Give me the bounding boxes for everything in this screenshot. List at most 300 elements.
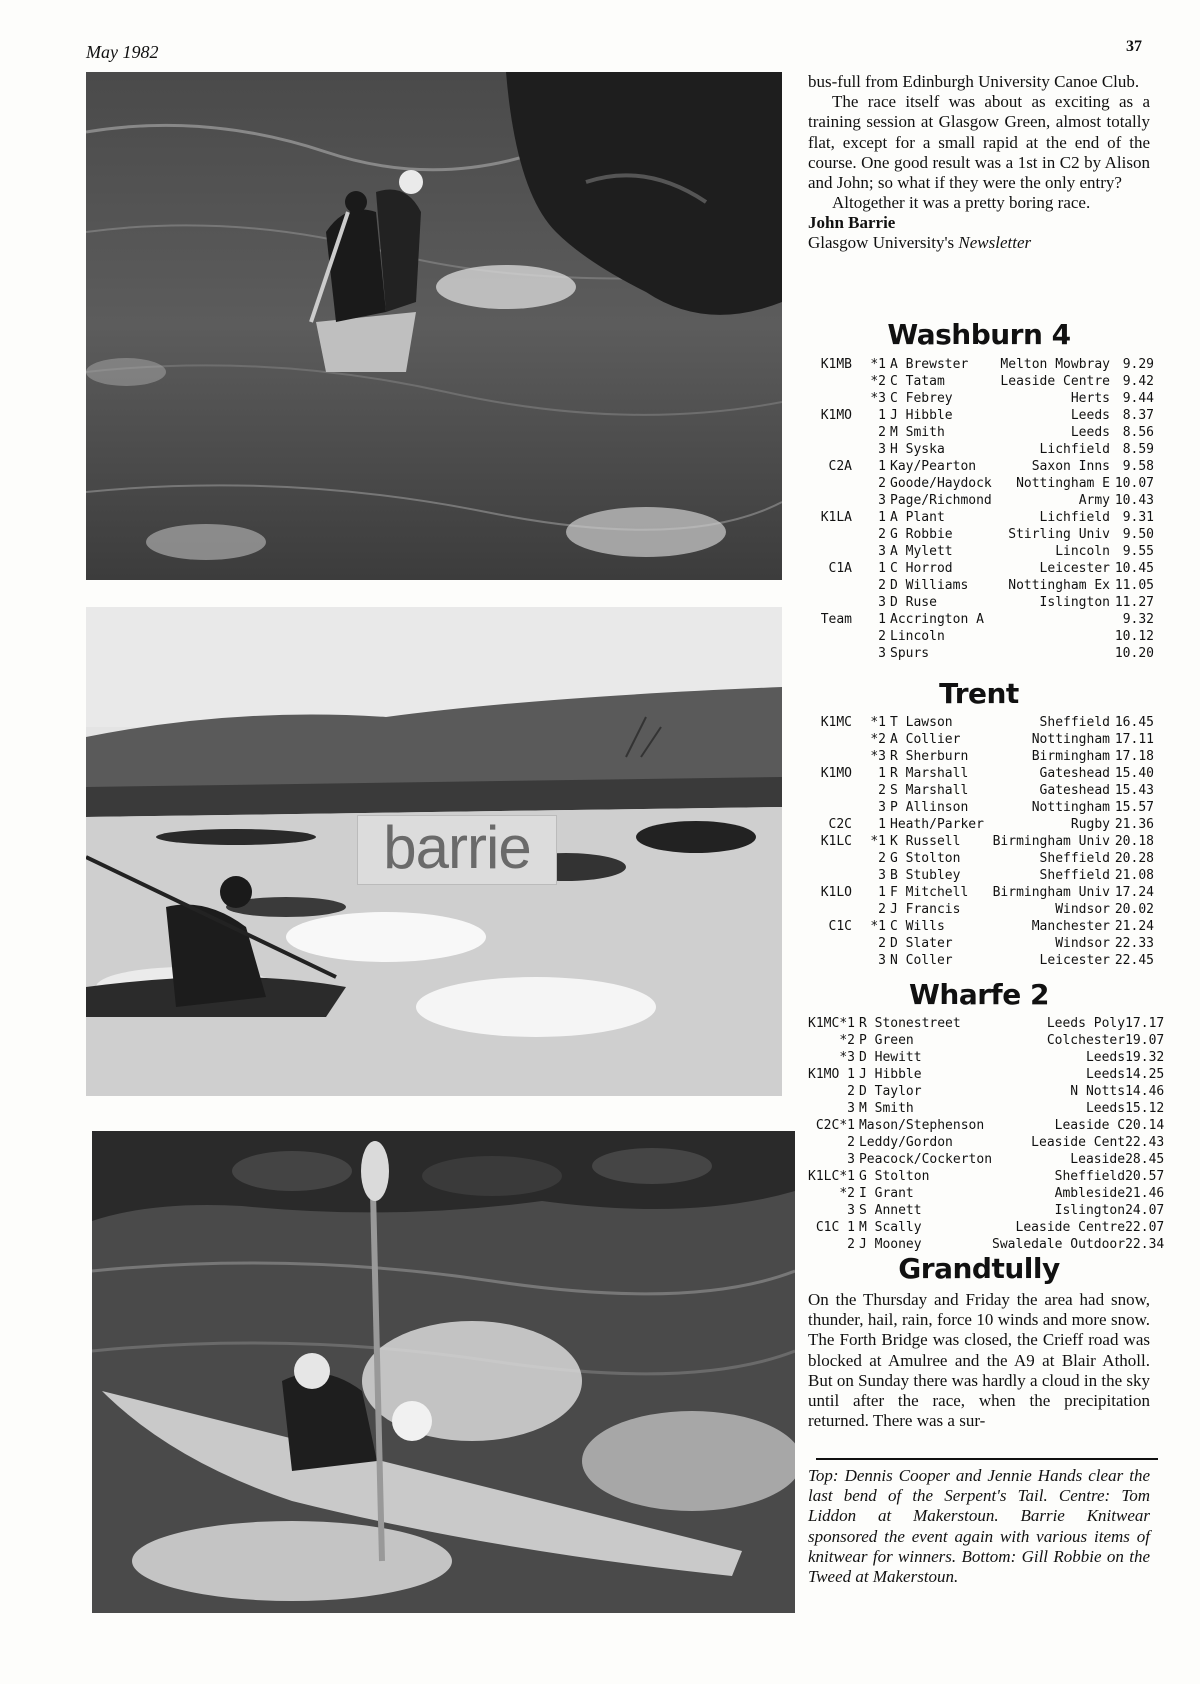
- result-name: A Collier: [890, 732, 961, 747]
- grandtully-paragraph: On the Thursday and Friday the area had snow, thunder, hail, rain, force 10 winds and more snow. The Forth Bridge was closed, the Crieff road was blocked at Amulree and the A9 at Blair Atholl. But on Sunday there was hardly a cloud in the sky until after the race, when the precipitation returned. There was a sur-: [808, 1290, 1150, 1431]
- photo-kayak-tweed: [92, 1131, 795, 1613]
- result-class: C2C: [828, 817, 852, 832]
- result-row: [808, 799, 1154, 816]
- result-row: [808, 816, 1154, 833]
- result-time: 21.24: [1114, 919, 1154, 934]
- result-class: C1C: [828, 919, 852, 934]
- result-row: [808, 1236, 1164, 1253]
- result-name: Mason/Stephenson: [858, 1118, 985, 1133]
- result-name: M Smith: [890, 425, 945, 440]
- result-class: [808, 1100, 839, 1117]
- result-position: 3: [847, 1101, 855, 1116]
- result-name: R Stonestreet: [858, 1016, 961, 1031]
- result-name: G Robbie: [890, 527, 953, 542]
- caption-divider: [816, 1458, 1158, 1460]
- grandtully-body: [808, 1290, 1150, 1431]
- result-name: A Plant: [890, 510, 945, 525]
- result-club: Leaside Centre: [1015, 1220, 1126, 1235]
- result-row: [808, 918, 1154, 935]
- result-class: [808, 1151, 839, 1168]
- result-name: Lincoln: [890, 629, 945, 644]
- result-club: Rugby: [1070, 817, 1110, 832]
- result-name: A Mylett: [890, 544, 953, 559]
- result-time: 10.20: [1114, 646, 1154, 661]
- result-time: 20.02: [1114, 902, 1154, 917]
- result-row: [808, 867, 1154, 884]
- result-class: [808, 441, 852, 458]
- result-position: 3: [878, 953, 886, 968]
- intro-paragraph-3: Altogether it was a pretty boring race.: [832, 193, 1091, 213]
- result-club: Leeds Poly: [1046, 1016, 1126, 1031]
- source-newsletter: Newsletter: [958, 233, 1032, 253]
- results-table-trent: [808, 714, 1154, 969]
- result-row: [808, 782, 1154, 799]
- result-class: [808, 935, 852, 952]
- result-class: [808, 543, 852, 560]
- result-time: 17.24: [1114, 885, 1154, 900]
- result-club: Islington: [1039, 595, 1110, 610]
- result-name: F Mitchell: [890, 885, 969, 900]
- result-class: C1C: [815, 1220, 840, 1235]
- result-time: 17.17: [1125, 1016, 1165, 1031]
- result-row: [808, 611, 1154, 628]
- result-time: 8.59: [1122, 442, 1154, 457]
- result-club: Windsor: [1055, 936, 1110, 951]
- result-position: 3: [878, 595, 886, 610]
- result-name: M Scally: [858, 1220, 922, 1235]
- result-club: Leeds: [1085, 1067, 1126, 1082]
- result-time: 14.25: [1125, 1067, 1165, 1082]
- result-position: 3: [878, 544, 886, 559]
- result-time: 20.57: [1125, 1169, 1165, 1184]
- photo-caption: Top: Dennis Cooper and Jennie Hands clear the last bend of the Serpent's Tail. Centre: Tom Liddon at Makerstoun. Barrie Knitwear sponsored the event again with various items of knitwear for winners. Bottom: Gill Robbie on the Tweed at Makerstoun.: [808, 1466, 1150, 1587]
- result-name: Goode/Haydock: [890, 476, 992, 491]
- result-position: 2: [878, 783, 886, 798]
- result-name: J Mooney: [858, 1237, 922, 1252]
- result-class: [808, 1236, 839, 1253]
- result-club: Lichfield: [1039, 442, 1110, 457]
- result-row: [808, 884, 1154, 901]
- result-row: [808, 1100, 1164, 1117]
- result-club: Herts: [1070, 391, 1110, 406]
- result-time: 15.40: [1114, 766, 1154, 781]
- result-time: 9.50: [1122, 527, 1154, 542]
- result-class: [808, 577, 852, 594]
- result-position: *2: [870, 374, 886, 389]
- result-time: 9.29: [1122, 357, 1154, 372]
- result-name: T Lawson: [890, 715, 953, 730]
- result-time: 22.43: [1125, 1135, 1165, 1150]
- result-position: *2: [839, 1186, 855, 1201]
- result-row: [808, 407, 1154, 424]
- result-row: [808, 1117, 1164, 1134]
- result-time: 15.12: [1125, 1101, 1165, 1116]
- result-time: 9.42: [1122, 374, 1154, 389]
- result-club: Sheffield: [1054, 1169, 1126, 1184]
- results-table-washburn: [808, 356, 1154, 662]
- result-club: Nottingham: [1031, 800, 1110, 815]
- result-name: R Sherburn: [890, 749, 969, 764]
- result-row: [808, 356, 1154, 373]
- result-club: Leicester: [1039, 953, 1110, 968]
- result-row: [808, 952, 1154, 969]
- result-club: Stirling Univ: [1008, 527, 1110, 542]
- result-class: [808, 424, 852, 441]
- result-class: [808, 526, 852, 543]
- result-row: [808, 509, 1154, 526]
- result-name: Heath/Parker: [890, 817, 984, 832]
- result-club: Birmingham Univ: [992, 834, 1110, 849]
- result-time: 22.34: [1125, 1237, 1165, 1252]
- result-time: 11.05: [1114, 578, 1154, 593]
- result-time: 22.33: [1114, 936, 1154, 951]
- result-name: D Williams: [890, 578, 969, 593]
- result-time: 21.08: [1114, 868, 1154, 883]
- result-class: [808, 390, 852, 407]
- result-position: 2: [878, 527, 886, 542]
- result-class: [808, 1134, 839, 1151]
- result-club: Islington: [1054, 1203, 1126, 1218]
- result-name: S Marshall: [890, 783, 969, 798]
- result-class: [808, 373, 852, 390]
- result-club: Saxon Inns: [1031, 459, 1110, 474]
- result-class: [808, 628, 852, 645]
- result-club: Leeds: [1085, 1050, 1126, 1065]
- result-row: [808, 526, 1154, 543]
- result-club: [996, 628, 1110, 645]
- result-row: [808, 594, 1154, 611]
- result-name: Accrington A: [890, 612, 984, 627]
- result-row: [808, 1219, 1164, 1236]
- result-row: [808, 901, 1154, 918]
- result-name: C Wills: [890, 919, 945, 934]
- result-row: [808, 373, 1154, 390]
- result-name: N Coller: [890, 953, 953, 968]
- result-time: 9.31: [1122, 510, 1154, 525]
- result-club: Army: [1078, 493, 1110, 508]
- result-time: 9.32: [1122, 612, 1154, 627]
- intro-paragraph-1: bus-full from Edinburgh University Canoe Club.: [808, 72, 1140, 91]
- result-name: M Smith: [858, 1101, 914, 1116]
- result-name: D Slater: [890, 936, 953, 951]
- result-club: Leicester: [1039, 561, 1110, 576]
- intro-text: [808, 72, 1150, 253]
- result-name: A Brewster: [890, 357, 969, 372]
- result-club: Sheffield: [1039, 715, 1110, 730]
- result-position: 2: [878, 936, 886, 951]
- result-name: G Stolton: [890, 851, 961, 866]
- result-time: 14.46: [1125, 1084, 1165, 1099]
- result-club: Leeds: [1070, 425, 1110, 440]
- result-name: D Hewitt: [858, 1050, 922, 1065]
- result-club: Swaledale Outdoor: [992, 1237, 1126, 1252]
- result-club: Leeds: [1070, 408, 1110, 423]
- result-club: Colchester: [1046, 1033, 1126, 1048]
- result-position: *1: [839, 1016, 855, 1031]
- result-position: 2: [878, 851, 886, 866]
- result-row: [808, 543, 1154, 560]
- result-club: Melton Mowbray: [1000, 357, 1110, 372]
- intro-paragraph-2: The race itself was about as exciting as a training session at Glasgow Green, almost totally flat, except for a small rapid at the end of the course. One good result was a 1st in C2 by Alison and John; so what if they were the only entry?: [808, 92, 1150, 193]
- heading-washburn: Washburn 4: [887, 318, 1071, 351]
- result-row: [808, 390, 1154, 407]
- result-club: Gateshead: [1039, 766, 1110, 781]
- result-position: *1: [870, 834, 886, 849]
- result-row: [808, 935, 1154, 952]
- result-club: Birmingham: [1031, 749, 1110, 764]
- heading-wharfe: Wharfe 2: [909, 978, 1049, 1011]
- result-name: C Horrod: [890, 561, 953, 576]
- photo-caption-block: [808, 1466, 1150, 1587]
- result-club: Leaside C: [1054, 1118, 1126, 1133]
- result-position: 2: [847, 1084, 855, 1099]
- result-row: [808, 441, 1154, 458]
- result-name: J Francis: [890, 902, 961, 917]
- result-position: *1: [870, 357, 886, 372]
- result-name: S Annett: [858, 1203, 922, 1218]
- result-row: [808, 714, 1154, 731]
- result-row: [808, 577, 1154, 594]
- result-row: [808, 628, 1154, 645]
- result-club: Leaside Centre: [1000, 374, 1110, 389]
- result-class: [808, 1032, 839, 1049]
- result-club: Birmingham Univ: [992, 885, 1110, 900]
- result-position: 3: [847, 1203, 855, 1218]
- heading-trent: Trent: [939, 677, 1019, 710]
- result-club: [996, 645, 1110, 662]
- result-class: C1A: [828, 561, 852, 576]
- result-name: J Hibble: [858, 1067, 922, 1082]
- result-class: [808, 1049, 839, 1066]
- result-class: C2A: [828, 459, 852, 474]
- running-header-date: May 1982: [86, 42, 159, 62]
- result-name: P Green: [858, 1033, 914, 1048]
- result-time: 20.28: [1114, 851, 1154, 866]
- result-position: 1: [878, 885, 886, 900]
- result-position: 3: [878, 868, 886, 883]
- result-position: *2: [839, 1033, 855, 1048]
- result-row: [808, 1032, 1164, 1049]
- result-name: Peacock/Cockerton: [858, 1152, 993, 1167]
- result-class: K1MO: [808, 1067, 840, 1082]
- result-name: D Ruse: [890, 595, 937, 610]
- result-club: Manchester: [1031, 919, 1110, 934]
- result-row: [808, 458, 1154, 475]
- result-time: 19.07: [1125, 1033, 1165, 1048]
- result-time: 22.45: [1114, 953, 1154, 968]
- result-class: K1LO: [820, 885, 852, 900]
- result-row: [808, 1066, 1164, 1083]
- result-position: 2: [878, 425, 886, 440]
- result-club: Sheffield: [1039, 868, 1110, 883]
- result-position: 2: [847, 1135, 855, 1150]
- result-position: *3: [839, 1050, 855, 1065]
- result-class: [808, 475, 852, 492]
- result-class: [808, 731, 852, 748]
- result-time: 28.45: [1125, 1152, 1165, 1167]
- result-club: Nottingham E: [1016, 476, 1110, 491]
- result-position: 3: [878, 493, 886, 508]
- result-time: 9.58: [1122, 459, 1154, 474]
- result-row: [808, 424, 1154, 441]
- result-time: 16.45: [1114, 715, 1154, 730]
- result-position: 1: [878, 408, 886, 423]
- result-name: H Syska: [890, 442, 945, 457]
- result-class: [808, 492, 852, 509]
- result-name: R Marshall: [890, 766, 969, 781]
- result-position: 3: [878, 646, 886, 661]
- result-position: 2: [878, 578, 886, 593]
- result-position: 1: [878, 817, 886, 832]
- result-club: Leeds: [1085, 1101, 1126, 1116]
- result-club: Lincoln: [1055, 544, 1110, 559]
- result-name: B Stubley: [890, 868, 961, 883]
- result-name: C Tatam: [890, 374, 945, 389]
- result-class: [808, 645, 852, 662]
- result-row: [808, 1134, 1164, 1151]
- result-name: J Hibble: [890, 408, 953, 423]
- result-time: 9.55: [1122, 544, 1154, 559]
- result-position: *2: [870, 732, 886, 747]
- result-row: [808, 645, 1154, 662]
- result-club: Nottingham Ex: [1008, 578, 1110, 593]
- barrie-sign: barrie: [357, 815, 557, 885]
- result-class: [808, 748, 852, 765]
- result-row: [808, 765, 1154, 782]
- result-position: 2: [878, 476, 886, 491]
- result-class: K1MO: [820, 766, 852, 781]
- result-position: 3: [878, 800, 886, 815]
- result-position: 2: [847, 1237, 855, 1252]
- result-name: I Grant: [858, 1186, 914, 1201]
- result-class: [808, 1185, 839, 1202]
- result-name: Page/Richmond: [890, 493, 992, 508]
- result-row: [808, 1185, 1164, 1202]
- result-time: 8.56: [1122, 425, 1154, 440]
- result-row: [808, 1049, 1164, 1066]
- result-name: Leddy/Gordon: [858, 1135, 953, 1150]
- result-class: [808, 799, 852, 816]
- result-club: Leaside Cent: [1031, 1135, 1126, 1150]
- result-time: 10.43: [1114, 493, 1154, 508]
- result-time: 19.32: [1125, 1050, 1165, 1065]
- result-class: [808, 952, 852, 969]
- result-class: K1MC: [820, 715, 852, 730]
- source-credit: [808, 233, 1150, 253]
- result-club: Windsor: [1055, 902, 1110, 917]
- result-name: C Febrey: [890, 391, 953, 406]
- result-position: *1: [839, 1169, 855, 1184]
- result-position: *1: [870, 715, 886, 730]
- result-position: 1: [847, 1220, 855, 1235]
- result-position: 3: [878, 442, 886, 457]
- result-class: K1LC: [808, 1169, 840, 1184]
- result-class: K1MC: [808, 1016, 840, 1031]
- heading-grandtully: Grandtully: [898, 1252, 1060, 1285]
- result-time: 15.43: [1114, 783, 1154, 798]
- result-time: 11.27: [1114, 595, 1154, 610]
- result-club: N Notts: [1070, 1084, 1126, 1099]
- result-class: [808, 1083, 839, 1100]
- result-time: 17.11: [1114, 732, 1154, 747]
- result-row: [808, 1202, 1164, 1219]
- result-row: [808, 492, 1154, 509]
- result-time: 21.36: [1114, 817, 1154, 832]
- source-prefix: Glasgow University's: [808, 233, 959, 253]
- result-position: 1: [847, 1067, 855, 1082]
- result-time: 24.07: [1125, 1203, 1165, 1218]
- result-club: Nottingham: [1031, 732, 1110, 747]
- result-club: Leaside: [1070, 1152, 1126, 1167]
- result-class: [808, 1202, 839, 1219]
- result-row: [808, 850, 1154, 867]
- author-name: John Barrie: [808, 213, 896, 233]
- result-row: [808, 731, 1154, 748]
- result-position: *3: [870, 391, 886, 406]
- result-row: [808, 560, 1154, 577]
- result-row: [808, 1083, 1164, 1100]
- result-row: [808, 1015, 1164, 1032]
- result-time: 10.12: [1114, 629, 1154, 644]
- result-time: 15.57: [1114, 800, 1154, 815]
- result-class: K1MO: [820, 408, 852, 423]
- result-position: 1: [878, 766, 886, 781]
- result-name: P Allinson: [890, 800, 969, 815]
- result-time: 10.07: [1114, 476, 1154, 491]
- result-position: *1: [839, 1118, 855, 1133]
- result-time: 20.14: [1125, 1118, 1165, 1133]
- result-name: D Taylor: [858, 1084, 922, 1099]
- result-time: 17.18: [1114, 749, 1154, 764]
- result-club: [996, 611, 1110, 628]
- result-time: 8.37: [1122, 408, 1154, 423]
- result-name: G Stolton: [858, 1169, 930, 1184]
- result-club: Lichfield: [1039, 510, 1110, 525]
- result-class: [808, 850, 852, 867]
- result-row: [808, 1151, 1164, 1168]
- result-club: Sheffield: [1039, 851, 1110, 866]
- result-position: 1: [878, 612, 886, 627]
- result-position: 3: [847, 1152, 855, 1167]
- result-club: Ambleside: [1054, 1186, 1126, 1201]
- result-position: 1: [878, 459, 886, 474]
- result-class: [808, 782, 852, 799]
- result-time: 9.44: [1122, 391, 1154, 406]
- result-position: 2: [878, 629, 886, 644]
- result-class: K1LC: [820, 834, 852, 849]
- result-club: Gateshead: [1039, 783, 1110, 798]
- result-position: *1: [870, 919, 886, 934]
- result-time: 21.46: [1125, 1186, 1165, 1201]
- result-row: [808, 1168, 1164, 1185]
- result-position: *3: [870, 749, 886, 764]
- result-class: Team: [820, 612, 852, 627]
- result-position: 1: [878, 561, 886, 576]
- result-class: [808, 867, 852, 884]
- result-row: [808, 748, 1154, 765]
- result-row: [808, 833, 1154, 850]
- photo-canoe-rapids: [86, 72, 782, 580]
- result-class: [808, 901, 852, 918]
- result-name: K Russell: [890, 834, 961, 849]
- result-class: [808, 594, 852, 611]
- result-position: 1: [878, 510, 886, 525]
- page-number: 37: [1126, 38, 1142, 55]
- result-class: C2C: [815, 1118, 840, 1133]
- result-time: 20.18: [1114, 834, 1154, 849]
- result-class: K1LA: [820, 510, 852, 525]
- result-name: Spurs: [890, 646, 930, 661]
